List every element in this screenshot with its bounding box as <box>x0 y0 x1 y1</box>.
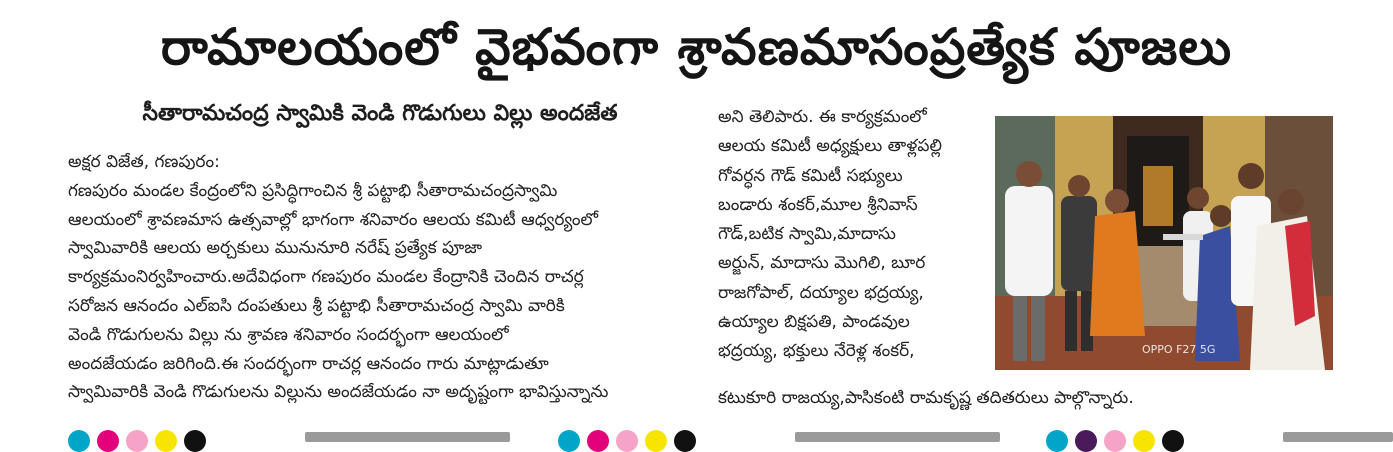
color-swatch-icon <box>1046 430 1068 452</box>
body-line: అని తెలిపారు. ఈ కార్యక్రమంలో <box>718 107 927 127</box>
body-line: అర్జున్, మాదాసు మొగిలి, బూర <box>718 253 926 274</box>
print-bar <box>795 432 1000 442</box>
color-swatch-icon <box>645 430 667 452</box>
subheadline: సీతారామచంద్ర స్వామికి వెండి గొడుగులు విల్లు అందజేత <box>142 101 618 126</box>
color-swatch-icon <box>1162 430 1184 452</box>
color-swatch-icon <box>68 430 90 452</box>
color-swatch-icon <box>587 430 609 452</box>
color-swatch-icon <box>155 430 177 452</box>
body-line-closing: కటుకూరి రాజయ్య,పాసికంటి రామకృష్ణ తదితరులు పాల్గొన్నారు. <box>718 388 1134 408</box>
body-line: సరోజన ఆనందం ఎల్ఐసి దంపతులు శ్రీ పట్టాభి సీతారామచంద్ర స్వామి వారికి <box>68 295 565 316</box>
color-swatch-icon <box>1075 430 1097 452</box>
color-swatch-icon <box>184 430 206 452</box>
color-swatch-icon <box>558 430 580 452</box>
color-swatch-icon <box>1104 430 1126 452</box>
body-line: వెండి గొడుగులను విల్లు ను శ్రావణ శనివారం సందర్భంగా ఆలయంలో <box>68 324 509 345</box>
color-swatch-icon <box>126 430 148 452</box>
camera-watermark: OPPO F27 5G <box>1142 343 1216 356</box>
headline: రామాలయంలో వైభవంగా శ్రావణమాసంప్రత్యేక పూజలు <box>160 18 1233 76</box>
temple-group-photo-illustration <box>995 116 1333 370</box>
body-line: భద్రయ్య, భక్తులు నేరెళ్ల శంకర్, <box>718 341 915 362</box>
print-bar <box>305 432 510 442</box>
article-column-1 <box>68 148 700 407</box>
color-swatch-icon <box>97 430 119 452</box>
body-line: స్వామివారికి వెండి గొడుగులను విల్లును అందజేయడం నా అదృష్టంగా భావిస్తున్నాను <box>68 382 609 403</box>
color-swatch-icon <box>1133 430 1155 452</box>
news-photo <box>995 116 1333 370</box>
body-line: గౌడ్,బటిక స్వామి,మాదాసు <box>718 224 896 245</box>
article-column-2 <box>718 103 980 367</box>
dateline: అక్షర విజేత, గణపురం: <box>68 152 220 172</box>
body-line: కార్యక్రమంనిర్వహించారు.అదేవిధంగా గణపురం మండల కేంద్రానికి చెందిన రాచర్ల <box>68 267 584 288</box>
body-line: రాజగోపాల్, దయ్యాల భద్రయ్య, <box>718 282 924 303</box>
body-line: గోవర్ధన గౌడ్ కమిటీ సభ్యులు <box>718 165 903 186</box>
print-bar <box>1283 432 1393 442</box>
body-line: అందజేయడం జరిగింది.ఈ సందర్భంగా రాచర్ల ఆనందం గారు మాట్లాడుతూ <box>68 353 549 374</box>
body-line: గణపురం మండల కేంద్రంలోని ప్రసిద్ధిగాంచిన శ్రీ పట్టాభి సీతారామచంద్రస్వామి <box>68 180 558 201</box>
color-swatch-icon <box>616 430 638 452</box>
body-line: ఆలయంలో శ్రావణమాస ఉత్సవాల్లో భాగంగా శనివారం ఆలయ కమిటీ ఆధ్వర్యంలో <box>68 209 599 230</box>
body-line: ఉయ్యాల బిక్షపతి, పాండవుల <box>718 312 910 333</box>
color-swatch-icon <box>674 430 696 452</box>
body-line: బండారు శంకర్,మూల శ్రీనివాస్ <box>718 194 918 215</box>
body-line: స్వామివారికి ఆలయ అర్చకులు మునునూరి నరేష్ ప్రత్యేక పూజా <box>68 238 483 259</box>
body-line: ఆలయ కమిటీ అధ్యక్షులు తాళ్లపల్లి <box>718 136 942 157</box>
